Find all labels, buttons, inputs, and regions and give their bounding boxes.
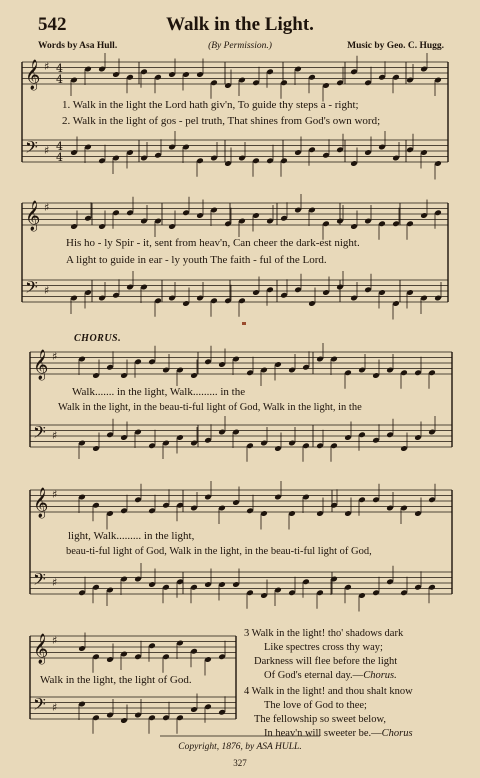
system-4-key-sharp: ♯ (52, 488, 58, 501)
system-1-bass-clef: 𝄢 (25, 137, 38, 161)
verse-3-line-4: Of God's eternal day.—Chorus. (264, 670, 397, 681)
lyric-line-1-verse-2: 2. Walk in the light of gos - pel truth, That shines from God's own word; (62, 115, 381, 127)
system-1-time-top-bass: 4 (56, 140, 63, 153)
verse-4 (244, 685, 413, 741)
system-2-treble-clef: 𝄞 (25, 201, 41, 231)
verse-3-line-1: 3 Walk in the light! tho' shadows dark (244, 628, 404, 639)
page-number: 327 (233, 758, 247, 768)
system-4-bass-clef: 𝄢 (33, 569, 46, 593)
system-5-key-sharp: ♯ (52, 634, 58, 647)
system-3-key-sharp-bass: ♯ (52, 429, 58, 442)
permission-note: (By Permission.) (208, 41, 272, 51)
lyric-line-4-bottom: beau-ti-ful light of God, Walk in the light, in the beau-ti-ful light of God, (66, 546, 372, 557)
system-1-time-top: 4 (56, 62, 63, 75)
verse-4-line-4: In heav'n will sweeter be.—Chorus (264, 728, 413, 739)
system-3-treble-clef: 𝄞 (33, 350, 49, 380)
system-1-time-bottom: 4 (56, 73, 63, 86)
verse-4-line-1: 4 Walk in the light! and thou shalt know (244, 686, 413, 697)
verse-3 (244, 627, 403, 683)
lyric-line-2-verse-2: A light to guide in ear - ly youth The faith - ful of the Lord. (66, 254, 327, 266)
system-1-treble-clef: 𝄞 (25, 60, 41, 90)
music-credit: Music by Geo. C. Hugg. (347, 41, 444, 51)
copyright-notice: Copyright, 1876, by ASA HULL. (178, 742, 302, 752)
hymn-title: Walk in the Light. (166, 14, 314, 35)
system-3-key-sharp: ♯ (52, 350, 58, 363)
lyric-line-3-bottom: Walk in the light, in the beau-ti-ful light of God, Walk in the light, in the (58, 402, 362, 413)
system-4-key-sharp-bass: ♯ (52, 576, 58, 589)
verse-4-chorus-cue: Chorus (381, 728, 413, 739)
system-2-key-sharp-bass: ♯ (44, 284, 50, 297)
lyric-line-5: Walk in the light, the light of God. (40, 674, 192, 686)
system-5-key-sharp-bass: ♯ (52, 701, 58, 714)
system-3-bass-clef: 𝄢 (33, 422, 46, 446)
verse-3-line-3: Darkness will flee before the light (254, 656, 398, 667)
system-2-bass-clef: 𝄢 (25, 277, 38, 301)
verse-4-line-2: The love of God to thee; (264, 700, 367, 711)
system-5-bass-clef: 𝄢 (33, 694, 46, 718)
verse-3-line-2: Like spectres cross thy way; (264, 642, 383, 653)
chorus-label: CHORUS. (74, 333, 122, 344)
hymn-number: 542 (38, 14, 67, 35)
system-1-key-sharp: ♯ (44, 60, 50, 73)
system-1-time-bottom-bass: 4 (56, 151, 63, 164)
words-credit: Words by Asa Hull. (38, 41, 118, 51)
system-4-treble-clef: 𝄞 (33, 488, 49, 518)
ornament-dot (242, 322, 246, 325)
verse-4-line-3: The fellowship so sweet below, (254, 714, 386, 725)
verse-3-chorus-cue: Chorus. (363, 670, 397, 681)
lyric-line-2-verse-1: His ho - ly Spir - it, sent from heav'n, Can cheer the dark-est night. (66, 237, 360, 249)
lyric-line-4-top: light, Walk......... in the light, (68, 530, 195, 542)
system-2-key-sharp: ♯ (44, 201, 50, 214)
lyric-line-1-verse-1: 1. Walk in the light the Lord hath giv'n, To guide thy steps a - right; (62, 99, 359, 111)
system-1-key-sharp-bass: ♯ (44, 144, 50, 157)
system-5-treble-clef: 𝄞 (33, 634, 49, 664)
lyric-line-3-top: Walk....... in the light, Walk......... in the (72, 386, 246, 398)
